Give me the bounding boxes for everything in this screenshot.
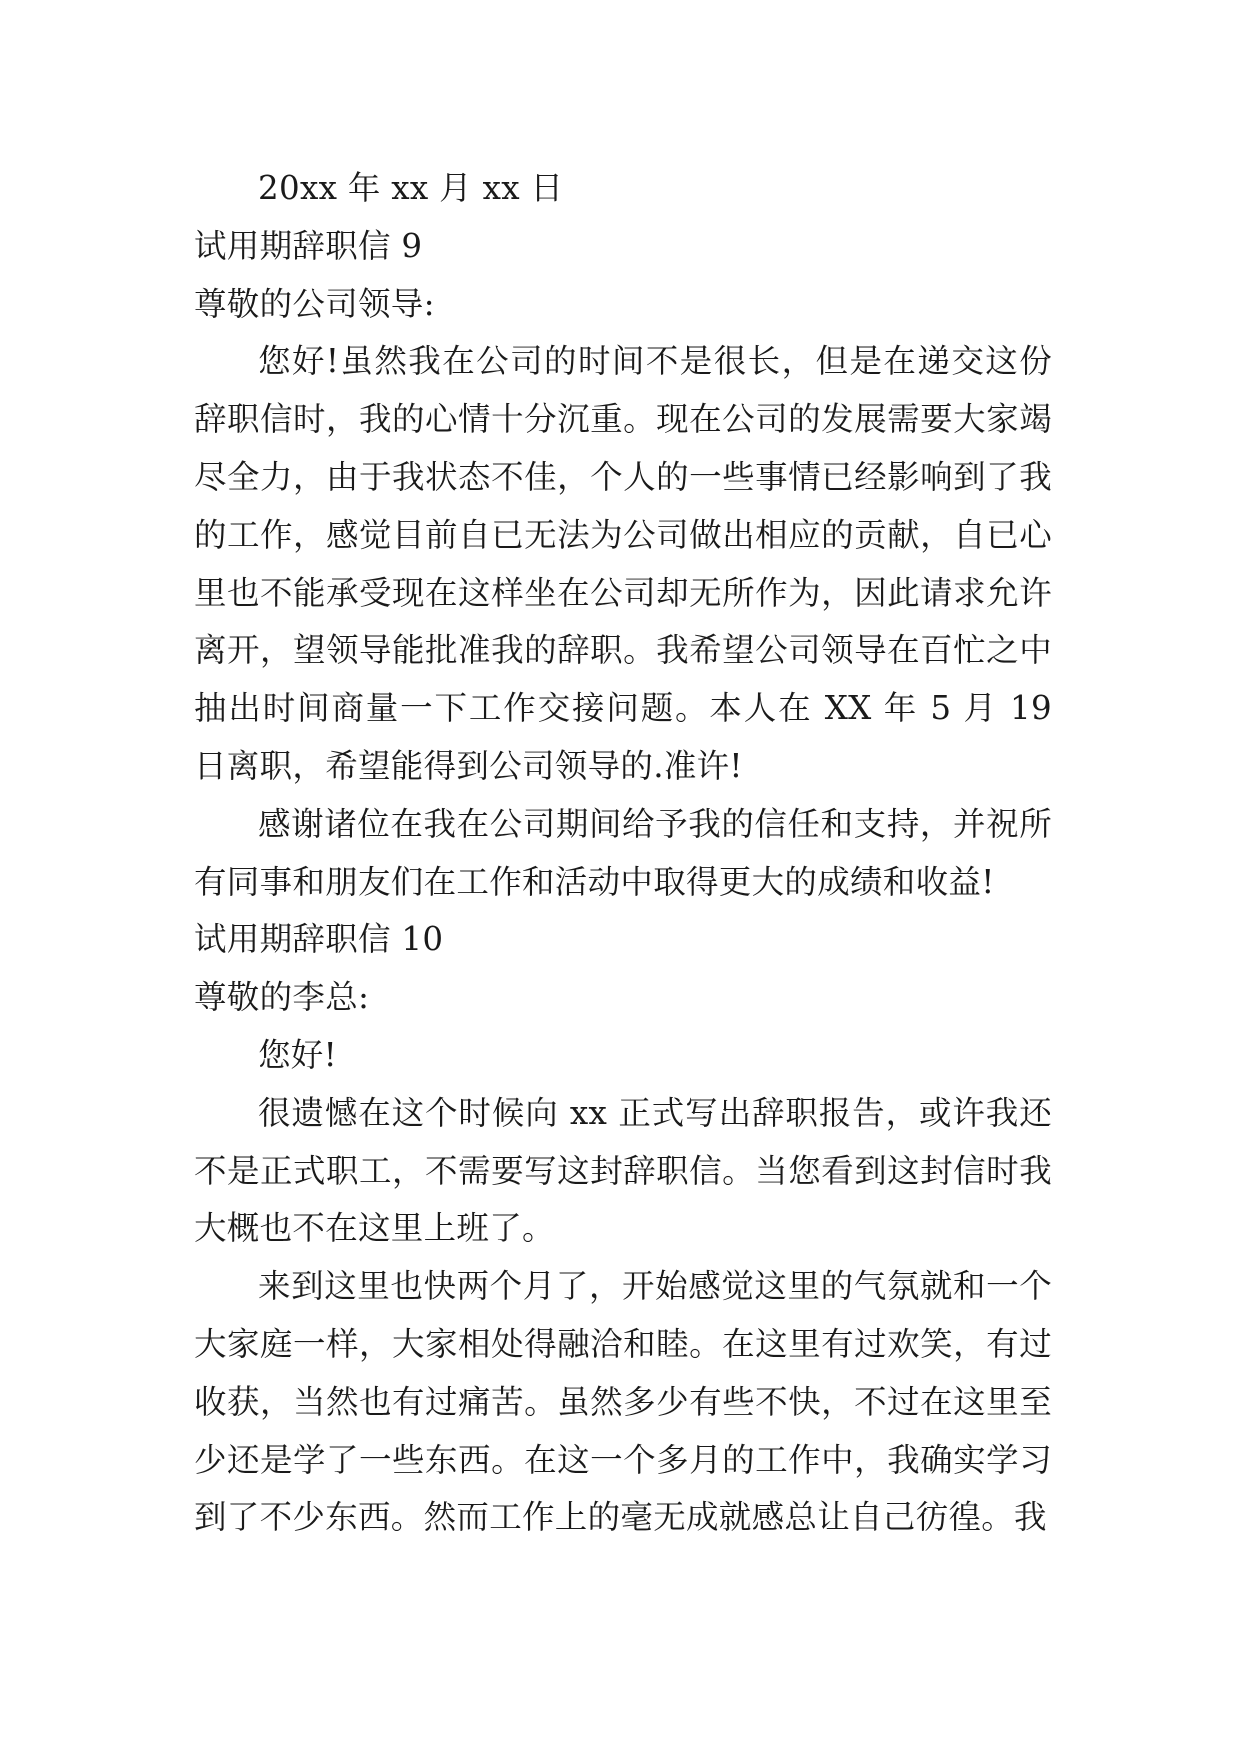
letter-10-paragraph-1: 很遗憾在这个时候向 xx 正式写出辞职报告，或许我还不是正式职工，不需要写这封辞职信。当您看到这封信时我大概也不在这里上班了。	[194, 1093, 1052, 1248]
date-line: 20xx 年 xx 月 xx 日	[258, 169, 564, 207]
document-body	[194, 160, 1052, 1547]
letter-10-paragraph-2: 来到这里也快两个月了，开始感觉这里的气氛就和一个大家庭一样，大家相处得融洽和睦。在这里有过欢笑，有过收获，当然也有过痛苦。虽然多少有些不快，不过在这里至少还是学了一些东西。在这一个多月的工作中，我确实学习到了不少东西。然而工作上的毫无成就感总让自己彷徨。我	[194, 1267, 1052, 1537]
letter-10-title: 试用期辞职信 10	[194, 920, 444, 959]
letter-9-salutation: 尊敬的公司领导:	[194, 284, 435, 323]
letter-9-title: 试用期辞职信 9	[194, 226, 423, 265]
letter-9-paragraph-1: 您好!虽然我在公司的时间不是很长，但是在递交这份辞职信时，我的心情十分沉重。现在公司的发展需要大家竭尽全力，由于我状态不佳，个人的一些事情已经影响到了我的工作，感觉目前自已无法为公司做出相应的贡献，自已心里也不能承受现在这样坐在公司却无所作为，因此请求允许离开，望领导能批准我的辞职。我希望公司领导在百忙之中抽出时间商量一下工作交接问题。本人在 XX 年 5 月 19 日离职，希望能得到公司领导的.准许!	[194, 342, 1052, 785]
letter-9-paragraph-2: 感谢诸位在我在公司期间给予我的信任和支持，并祝所有同事和朋友们在工作和活动中取得更大的成绩和收益!	[194, 804, 1052, 901]
letter-10-salutation: 尊敬的李总:	[194, 978, 370, 1017]
letter-10-greeting: 您好!	[258, 1035, 337, 1074]
